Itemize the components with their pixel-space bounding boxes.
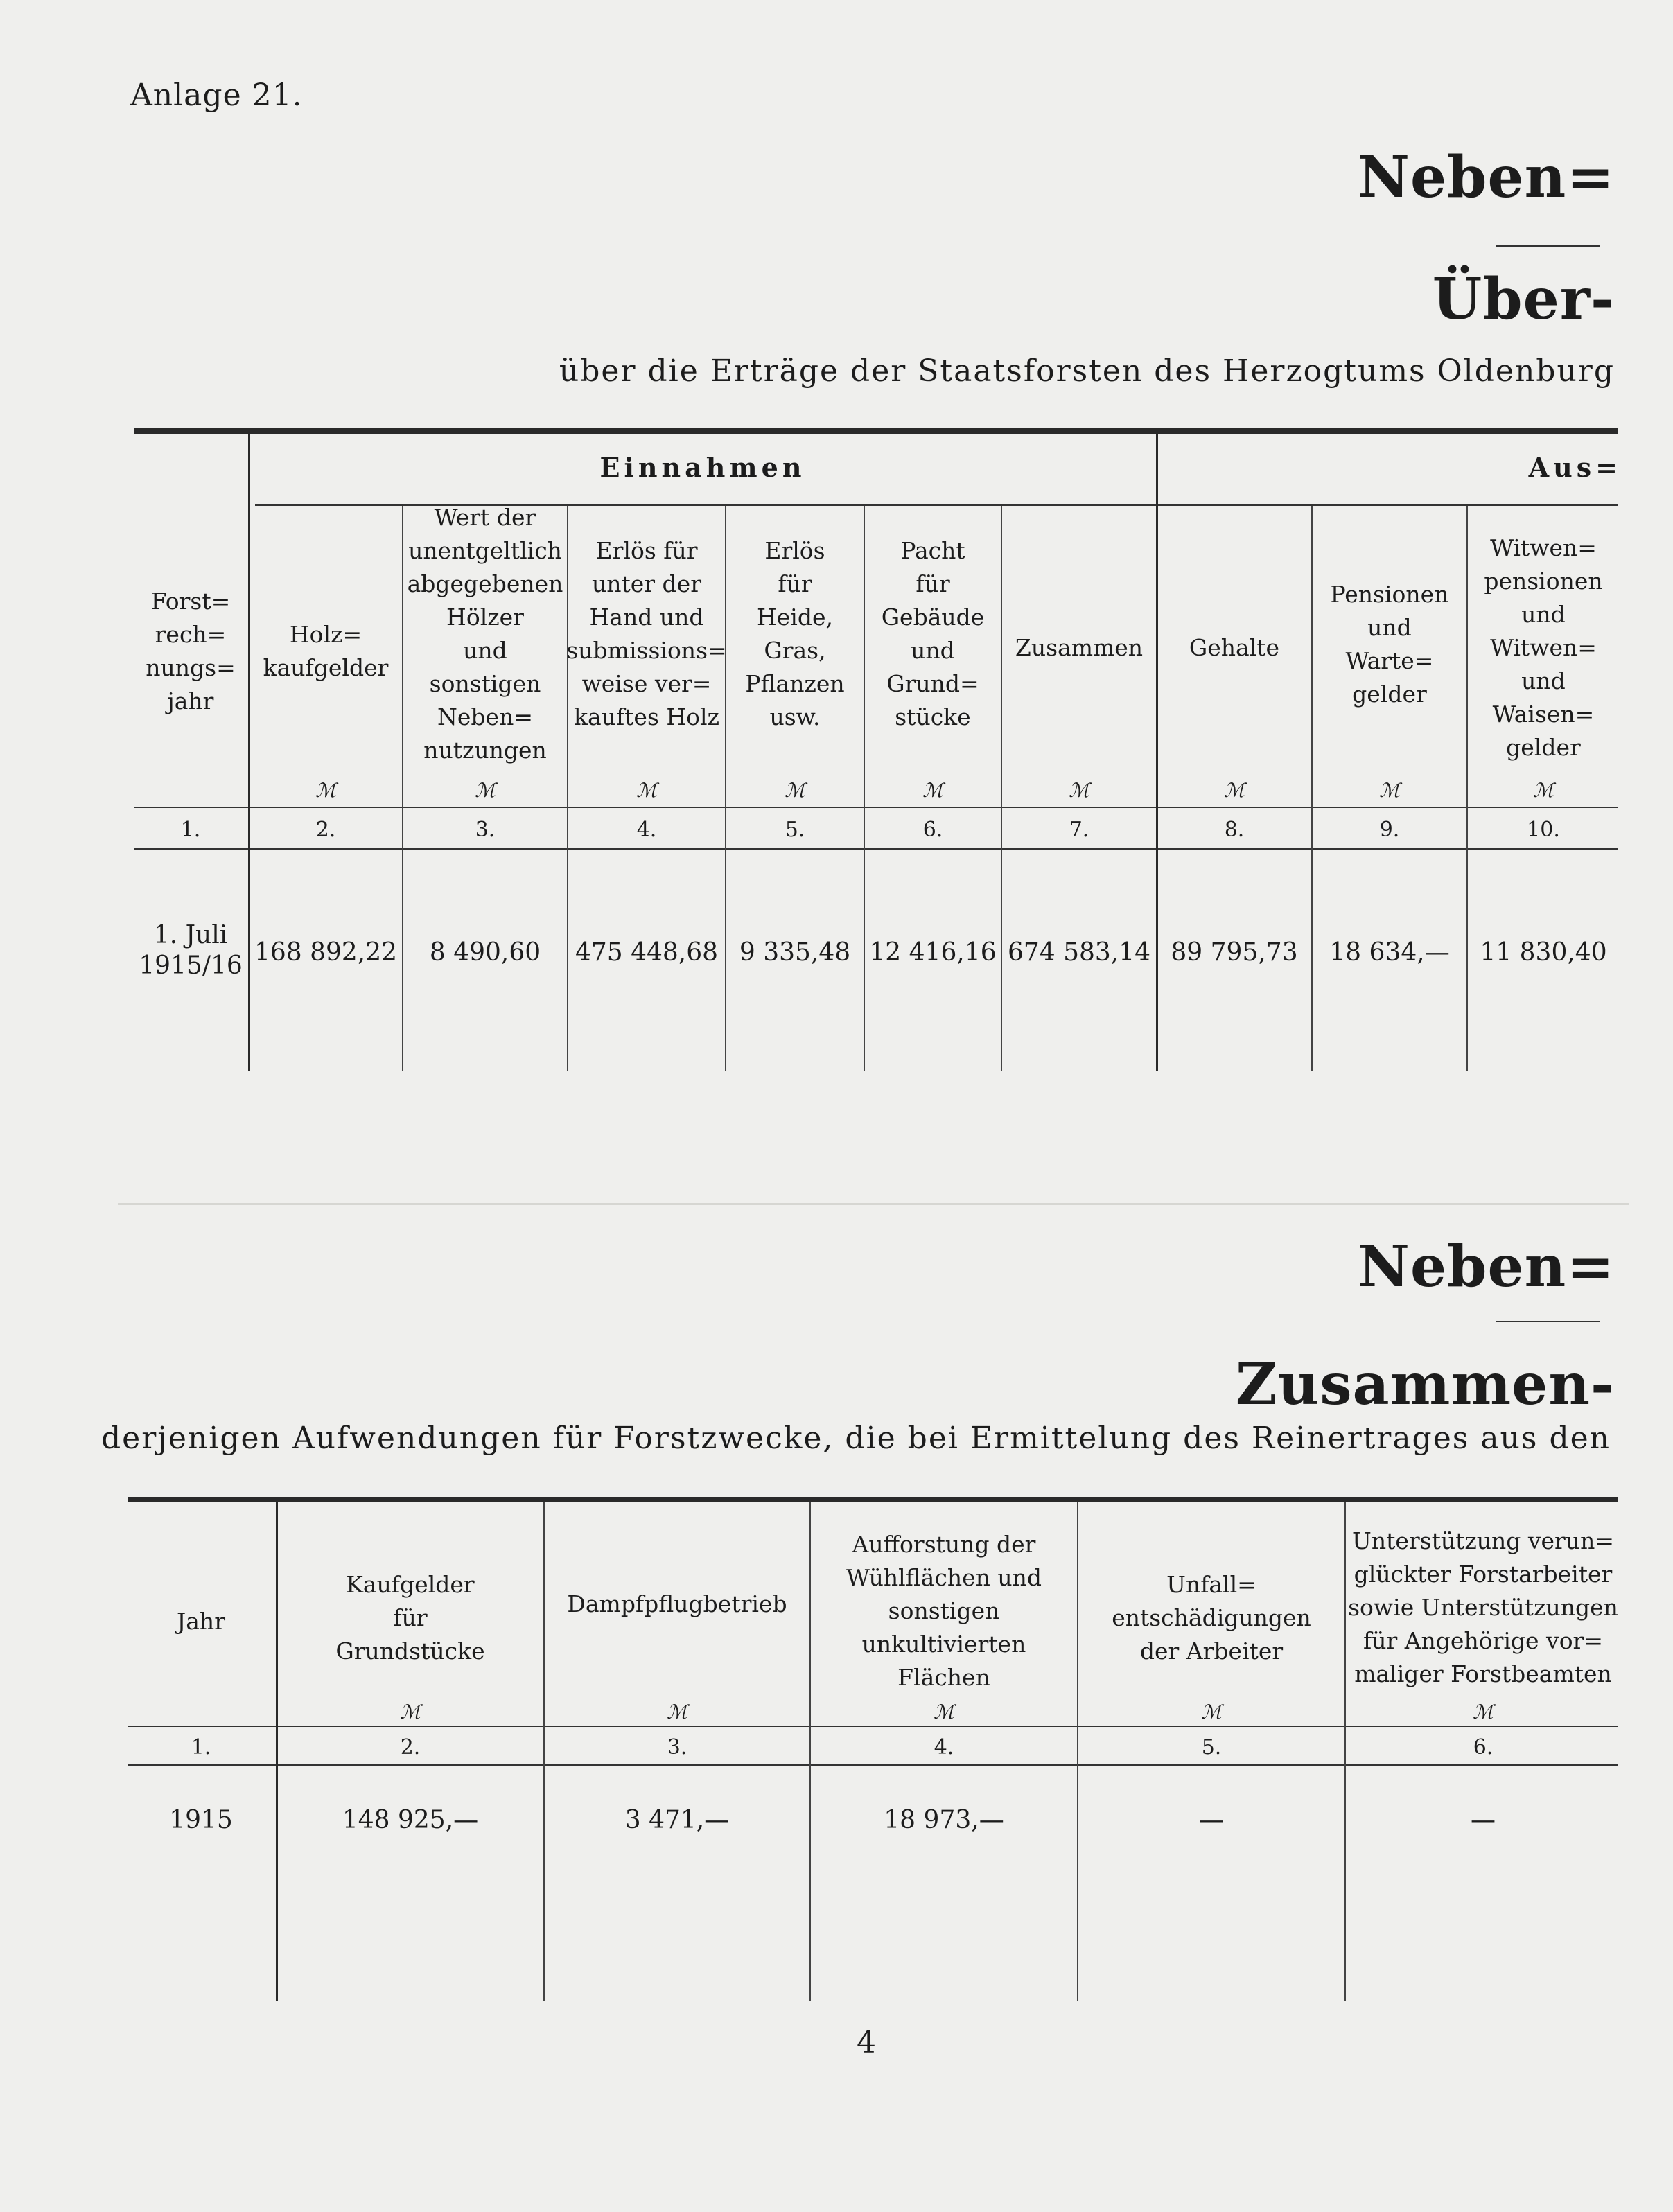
table1-cell: 12 416,16	[869, 938, 997, 967]
table2-header-unterstuetzung: Unterstützung verun= glückter Forstarbeiter sowie Unterstützungen für Angehörige vor= maliger Forstbeamten	[1348, 1527, 1618, 1687]
column-number: 4.	[636, 818, 657, 842]
table1-cell: 168 892,22	[254, 938, 398, 967]
table1-header-witwen: Witwen= pensionen und Witwen= und Waisen= gelder	[1484, 534, 1603, 761]
table1-header-pensionen: Pensionen und Warte= gelder	[1330, 581, 1449, 708]
table2-col-divider	[1077, 1502, 1078, 2001]
table2-title-part2: Zusammen-	[1235, 1351, 1615, 1418]
table2-header-jahr: Jahr	[177, 1608, 225, 1635]
table2-number-rule	[128, 1764, 1618, 1766]
unit-mark: ℳ	[475, 779, 496, 802]
bleed-through-rule	[118, 1203, 1629, 1205]
annex-label: Anlage 21.	[130, 78, 303, 113]
table1-row-year: 1. Juli 1915/16	[139, 921, 243, 980]
table1-cell: 89 795,73	[1171, 938, 1298, 967]
table1-header-wert: Wert der unentgeltlich abgegebenen Hölzer und sonstigen Neben= nutzungen	[407, 504, 563, 764]
table2-title-part1: Neben=	[1358, 1234, 1615, 1300]
table2-cell: —	[1199, 1806, 1224, 1834]
table2-header-aufforstung: Aufforstung der Wühlflächen und sonstigen unkultivierten Flächen	[846, 1531, 1042, 1691]
unit-mark: ℳ	[1224, 779, 1245, 802]
column-number: 6.	[922, 818, 943, 842]
table1-header-erloes-heide: Erlös für Heide, Gras, Pflanzen usw.	[745, 537, 845, 730]
table1-title-part1: Neben=	[1358, 144, 1615, 211]
unit-mark: ℳ	[1069, 779, 1089, 802]
table1-header-year: Forst= rech= nungs= jahr	[146, 588, 236, 714]
table1-header-gehalte: Gehalte	[1189, 634, 1280, 661]
table2-header-dampfpflug: Dampfpflugbetrieb	[567, 1590, 787, 1617]
table2-col-divider	[543, 1502, 545, 2001]
table1-title-part2: Über-	[1432, 266, 1615, 333]
table1-header-erloes-holz: Erlös für unter der Hand und submissions= weise ver= kauftes Holz	[566, 537, 727, 730]
table1-header-pacht: Pacht für Gebäude und Grund= stücke	[881, 537, 985, 730]
unit-mark: ℳ	[636, 779, 657, 802]
column-number: 2.	[400, 1735, 421, 1759]
table2-header-unfall: Unfall= entschädigungen der Arbeiter	[1112, 1571, 1311, 1665]
column-number: 1.	[180, 818, 201, 842]
table2-top-rule	[128, 1497, 1618, 1502]
column-number: 3.	[667, 1735, 687, 1759]
group-header-ausgaben: Aus=	[1528, 452, 1622, 483]
column-number: 8.	[1224, 818, 1245, 842]
table1-cell: 18 634,—	[1329, 938, 1450, 967]
table1-header-holzkaufgelder: Holz= kaufgelder	[263, 621, 389, 681]
table2-cell: 18 973,—	[884, 1806, 1004, 1834]
column-number: 5.	[1201, 1735, 1222, 1759]
column-number: 7.	[1069, 818, 1089, 842]
unit-mark: ℳ	[785, 779, 805, 802]
unit-mark: ℳ	[922, 779, 943, 802]
group-header-einnahmen: Einnahmen	[599, 452, 806, 483]
unit-mark: ℳ	[1473, 1701, 1494, 1723]
unit-mark: ℳ	[1379, 779, 1400, 802]
table1-header-zusammen: Zusammen	[1015, 634, 1144, 661]
table2-col-divider	[276, 1502, 278, 2001]
table2-cell: —	[1471, 1806, 1496, 1834]
unit-mark: ℳ	[315, 779, 336, 802]
column-number: 1.	[191, 1735, 211, 1759]
table1-cell: 674 583,14	[1007, 938, 1151, 967]
column-number: 9.	[1379, 818, 1400, 842]
column-number: 6.	[1473, 1735, 1494, 1759]
table2-subtitle: derjenigen Aufwendungen für Forstzwecke, die bei Ermittelung des Reinertrages aus den	[100, 1421, 1611, 1456]
column-number: 3.	[475, 818, 496, 842]
table2-cell: 3 471,—	[624, 1806, 730, 1834]
unit-mark: ℳ	[667, 1701, 687, 1723]
unit-mark: ℳ	[1201, 1701, 1222, 1723]
table1-subtitle: über die Erträge der Staatsforsten des Herzogtums Oldenburg	[559, 353, 1615, 389]
table2-header-kaufgelder: Kaufgelder für Grundstücke	[335, 1571, 485, 1665]
table2-col-divider	[809, 1502, 811, 2001]
page-number: 4	[857, 2025, 876, 2060]
table1-cell: 9 335,48	[739, 938, 851, 967]
column-number: 10.	[1527, 818, 1560, 842]
table2-col-divider	[1344, 1502, 1346, 2001]
table2-row-year: 1915	[169, 1806, 233, 1834]
column-number: 4.	[934, 1735, 954, 1759]
column-number: 2.	[315, 818, 336, 842]
unit-mark: ℳ	[1533, 779, 1554, 802]
table1-cell: 475 448,68	[575, 938, 719, 967]
table1-cell: 11 830,40	[1480, 938, 1607, 967]
table1-cell: 8 490,60	[429, 938, 541, 967]
unit-mark: ℳ	[934, 1701, 954, 1723]
unit-mark: ℳ	[400, 1701, 421, 1723]
table2-cell: 148 925,—	[342, 1806, 479, 1834]
table2-header-rule	[128, 1726, 1618, 1727]
column-number: 5.	[785, 818, 805, 842]
